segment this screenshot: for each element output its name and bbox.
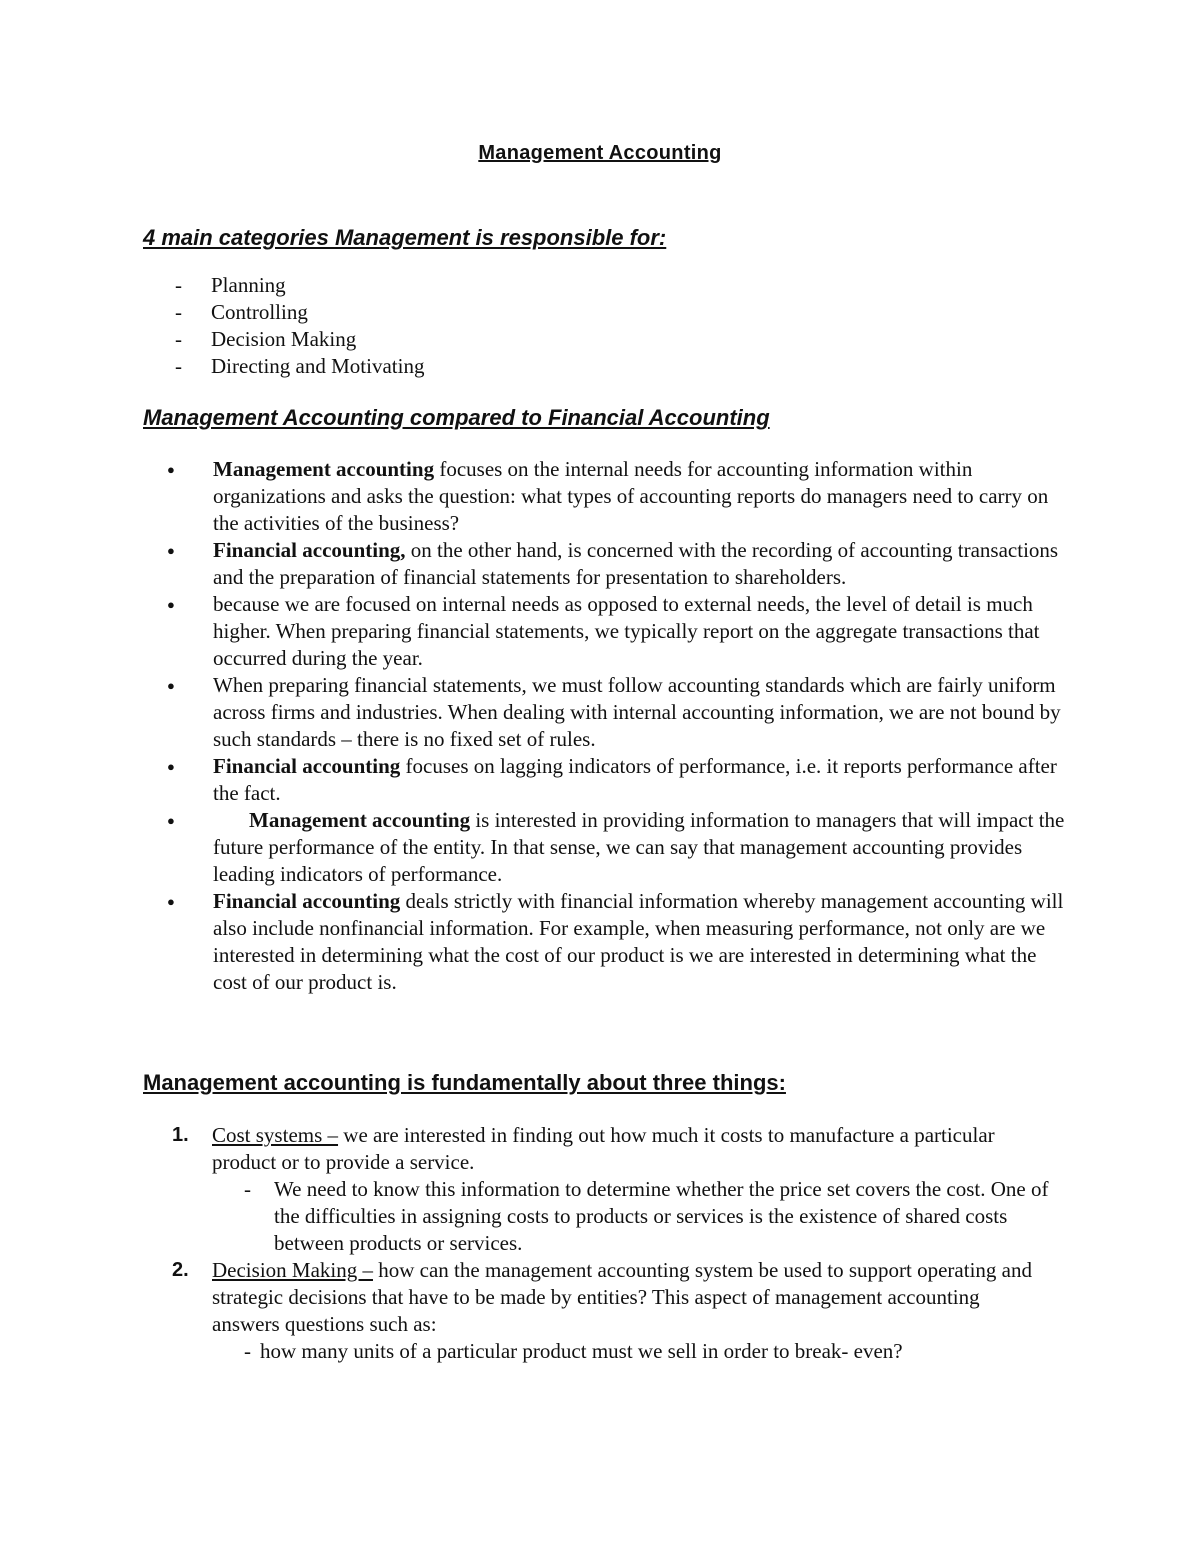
bullet-text: focuses on the internal needs for accounting information within organizations and asks the question: what types of accounting reports do managers need to carry on the activities of the business? — [213, 457, 1049, 535]
bullet-text: When preparing financial statements, we must follow accounting standards which are fairly uniform across firms and industries. When dealing with internal accounting information, we are not bound by such standards – there is no fixed set of rules. — [213, 673, 1061, 751]
numbered-item — [172, 1122, 1052, 1176]
sub-item-text: We need to know this information to determine whether the price set covers the cost. One of the difficulties in assigning costs to products or services is the existence of shared costs between products or services. — [274, 1177, 1049, 1255]
list-item-text: Directing and Motivating — [211, 354, 425, 378]
bullet-bold-term: Financial accounting, — [213, 538, 406, 562]
dash-marker: - — [175, 273, 182, 297]
bullet-dot-icon: ● — [167, 678, 175, 693]
bullet-bold-term: Financial accounting — [213, 754, 401, 778]
sub-item-text: how many units of a particular product must we sell in order to break- even? — [260, 1339, 903, 1363]
dash-marker: - — [175, 354, 182, 378]
bullet-text: deals strictly with financial information whereby management accounting will also include nonfinancial information. For example, when measuring performance, not only are we interested in determining what the cost of our product is we are interested in determining what the cost of our product is. — [213, 889, 1064, 994]
bullet-dot-icon: ● — [167, 813, 175, 828]
list-item-text: Planning — [211, 273, 286, 297]
item-number: 1. — [172, 1124, 189, 1146]
dash-marker: - — [175, 300, 182, 324]
list-item — [175, 272, 424, 299]
dash-marker: - — [175, 327, 182, 351]
bullet-dot-icon: ● — [167, 597, 175, 612]
categories-list — [175, 272, 424, 380]
bullet-bold-term: Financial accounting — [213, 889, 401, 913]
list-item — [175, 299, 424, 326]
section-heading-three-things: Management accounting is fundamentally about three things: — [143, 1070, 786, 1095]
sub-list-item — [244, 1176, 1052, 1257]
item-label: Cost systems – — [212, 1123, 339, 1147]
comparison-bullet-list — [165, 456, 1065, 996]
sub-list-item — [244, 1338, 1052, 1365]
item-number: 2. — [172, 1259, 189, 1281]
bullet-item — [165, 456, 1065, 537]
bullet-item — [165, 537, 1065, 591]
list-item — [175, 353, 424, 380]
section-heading-categories: 4 main categories Management is responsible for: — [143, 225, 667, 250]
three-things-numbered-list — [172, 1122, 1052, 1365]
list-item-text: Controlling — [211, 300, 308, 324]
bullet-item — [165, 807, 1065, 888]
bullet-item — [165, 888, 1065, 996]
bullet-text: because we are focused on internal needs as opposed to external needs, the level of detail is much higher. When preparing financial statements, we typically report on the aggregate transactions that occurred during the year. — [213, 592, 1040, 670]
bullet-dot-icon: ● — [167, 462, 175, 477]
bullet-item — [165, 672, 1065, 753]
section-heading-comparison: Management Accounting compared to Financial Accounting — [143, 405, 770, 430]
bullet-text: focuses on lagging indicators of performance, i.e. it reports performance after the fact. — [213, 754, 1057, 805]
bullet-bold-term: Management accounting — [213, 457, 435, 481]
bullet-dot-icon: ● — [167, 543, 175, 558]
item-text: we are interested in finding out how much it costs to manufacture a particular product or to provide a service. — [212, 1123, 995, 1174]
item-text: how can the management accounting system be used to support operating and strategic decisions that have to be made by entities? This aspect of management accounting answers questions such as: — [212, 1258, 1032, 1336]
bullet-text: is interested in providing information to managers that will impact the future performance of the entity. In that sense, we can say that management accounting provides leading indicators of performance. — [213, 808, 1065, 886]
dash-marker: - — [244, 1177, 251, 1201]
bullet-text: on the other hand, is concerned with the recording of accounting transactions and the preparation of financial statements for presentation to shareholders. — [213, 538, 1059, 589]
page-title: Management Accounting — [478, 142, 722, 164]
list-item-text: Decision Making — [211, 327, 357, 351]
item-label: Decision Making – — [212, 1258, 373, 1282]
dash-marker: - — [244, 1339, 251, 1363]
list-item — [175, 326, 424, 353]
bullet-bold-term: Management accounting — [249, 808, 471, 832]
numbered-item — [172, 1257, 1052, 1338]
bullet-item — [165, 753, 1065, 807]
bullet-dot-icon: ● — [167, 894, 175, 909]
bullet-item — [165, 591, 1065, 672]
bullet-dot-icon: ● — [167, 759, 175, 774]
